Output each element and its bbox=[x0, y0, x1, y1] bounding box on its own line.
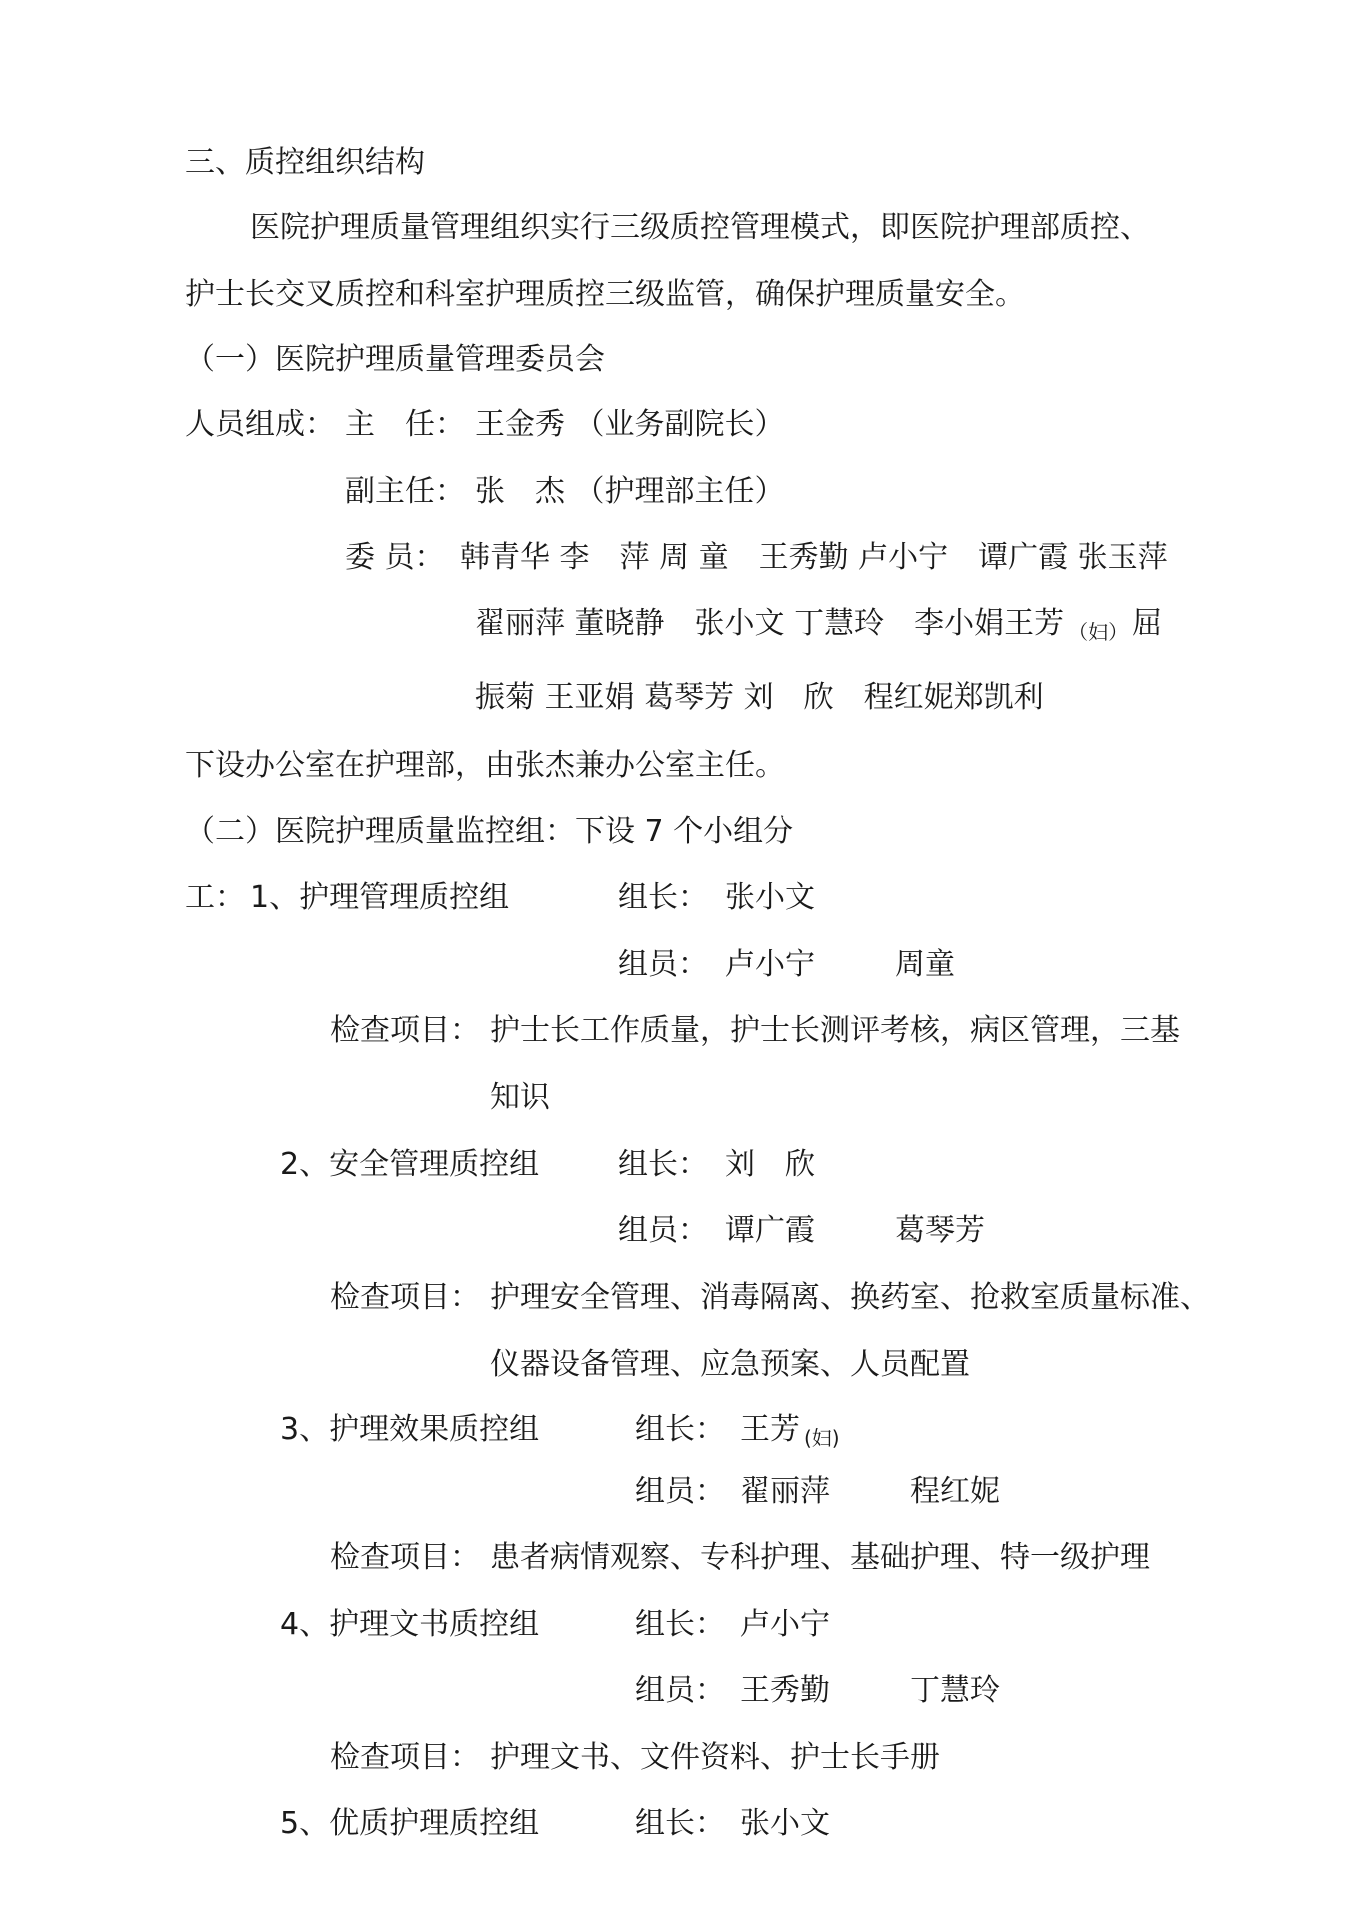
committee-heading: （一）医院护理质量管理委员会 bbox=[185, 342, 605, 377]
group-4-items-label: 检查项目： bbox=[330, 1740, 480, 1775]
group-4-items-line-1: 护理文书、文件资料、护士长手册 bbox=[490, 1740, 940, 1775]
group-1-member-2: 周童 bbox=[895, 947, 955, 982]
members-line-2 bbox=[475, 604, 1162, 652]
group-1-member-label: 组员： bbox=[618, 947, 708, 982]
group-1-leader: 张小文 bbox=[725, 880, 815, 915]
members-line-2-text: 翟丽萍 董晓静 张小文 丁慧玲 李小娟王芳 bbox=[475, 606, 1065, 641]
group-4-member-1: 王秀勤 bbox=[740, 1673, 830, 1708]
group-3-leader-name: 王芳 bbox=[740, 1412, 800, 1447]
group-5-leader-label: 组长： bbox=[635, 1806, 725, 1841]
group-4-leader-label: 组长： bbox=[635, 1607, 725, 1642]
intro-line-2: 护士长交叉质控和科室护理质控三级监管，确保护理质量安全。 bbox=[185, 277, 1025, 312]
group-3-member-2: 程红妮 bbox=[910, 1474, 1000, 1509]
deputy-label: 副主任： bbox=[345, 474, 465, 509]
group-1-items-line-2: 知识 bbox=[490, 1080, 550, 1115]
director-label: 主 任： bbox=[345, 407, 465, 442]
group-2-name: 2、安全管理质控组 bbox=[280, 1147, 540, 1182]
monitor-heading: （二）医院护理质量监控组：下设 7 个小组分 bbox=[185, 814, 794, 849]
group-2-leader: 刘 欣 bbox=[725, 1147, 815, 1182]
director-value: 王金秀 （业务副院长） bbox=[475, 407, 785, 442]
office-note: 下设办公室在护理部，由张杰兼办公室主任。 bbox=[185, 748, 785, 783]
group-1-name: 1、护理管理质控组 bbox=[250, 880, 510, 915]
section-title: 三、质控组织结构 bbox=[185, 145, 425, 180]
group-1-leader-label: 组长： bbox=[618, 880, 708, 915]
members-line-2-end: 屈 bbox=[1132, 606, 1163, 641]
group-2-items-line-1: 护理安全管理、消毒隔离、换药室、抢救室质量标准、 bbox=[490, 1280, 1210, 1315]
group-4-member-2: 丁慧玲 bbox=[910, 1673, 1000, 1708]
group-2-leader-label: 组长： bbox=[618, 1147, 708, 1182]
group-5-leader: 张小文 bbox=[740, 1806, 830, 1841]
group-3-name: 3、护理效果质控组 bbox=[280, 1412, 540, 1447]
members-label: 委 员： bbox=[345, 540, 445, 575]
group-3-member-1: 翟丽萍 bbox=[740, 1474, 830, 1509]
group-3-leader bbox=[740, 1410, 844, 1458]
composition-label: 人员组成： bbox=[185, 407, 335, 442]
group-2-member-2: 葛琴芳 bbox=[895, 1213, 985, 1248]
group-4-name: 4、护理文书质控组 bbox=[280, 1607, 540, 1642]
group-1-items-line-1: 护士长工作质量，护士长测评考核，病区管理，三基 bbox=[490, 1013, 1180, 1048]
deputy-value: 张 杰 （护理部主任） bbox=[475, 474, 785, 509]
group-3-items-line-1: 患者病情观察、专科护理、基础护理、特一级护理 bbox=[490, 1540, 1150, 1575]
group-3-items-label: 检查项目： bbox=[330, 1540, 480, 1575]
group-3-member-label: 组员： bbox=[635, 1474, 725, 1509]
members-line-1: 韩青华 李 萍 周 童 王秀勤 卢小宁 谭广霞 张玉萍 bbox=[460, 540, 1168, 575]
members-line-3: 振菊 王亚娟 葛琴芳 刘 欣 程红妮郑凯利 bbox=[475, 680, 1044, 715]
group-1-member-1: 卢小宁 bbox=[725, 947, 815, 982]
monitor-heading-cont: 工： bbox=[185, 880, 245, 915]
group-4-leader: 卢小宁 bbox=[740, 1607, 830, 1642]
group-2-items-label: 检查项目： bbox=[330, 1280, 480, 1315]
group-2-items-line-2: 仪器设备管理、应急预案、人员配置 bbox=[490, 1347, 970, 1382]
intro-line-1: 医院护理质量管理组织实行三级质控管理模式，即医院护理部质控、 bbox=[250, 210, 1150, 245]
members-line-2-note: （妇） bbox=[1068, 620, 1129, 644]
group-2-member-label: 组员： bbox=[618, 1213, 708, 1248]
group-4-member-label: 组员： bbox=[635, 1673, 725, 1708]
group-3-leader-label: 组长： bbox=[635, 1412, 725, 1447]
group-1-items-label: 检查项目： bbox=[330, 1013, 480, 1048]
group-3-leader-note: (妇) bbox=[804, 1426, 840, 1450]
group-5-name: 5、优质护理质控组 bbox=[280, 1806, 540, 1841]
group-2-member-1: 谭广霞 bbox=[725, 1213, 815, 1248]
